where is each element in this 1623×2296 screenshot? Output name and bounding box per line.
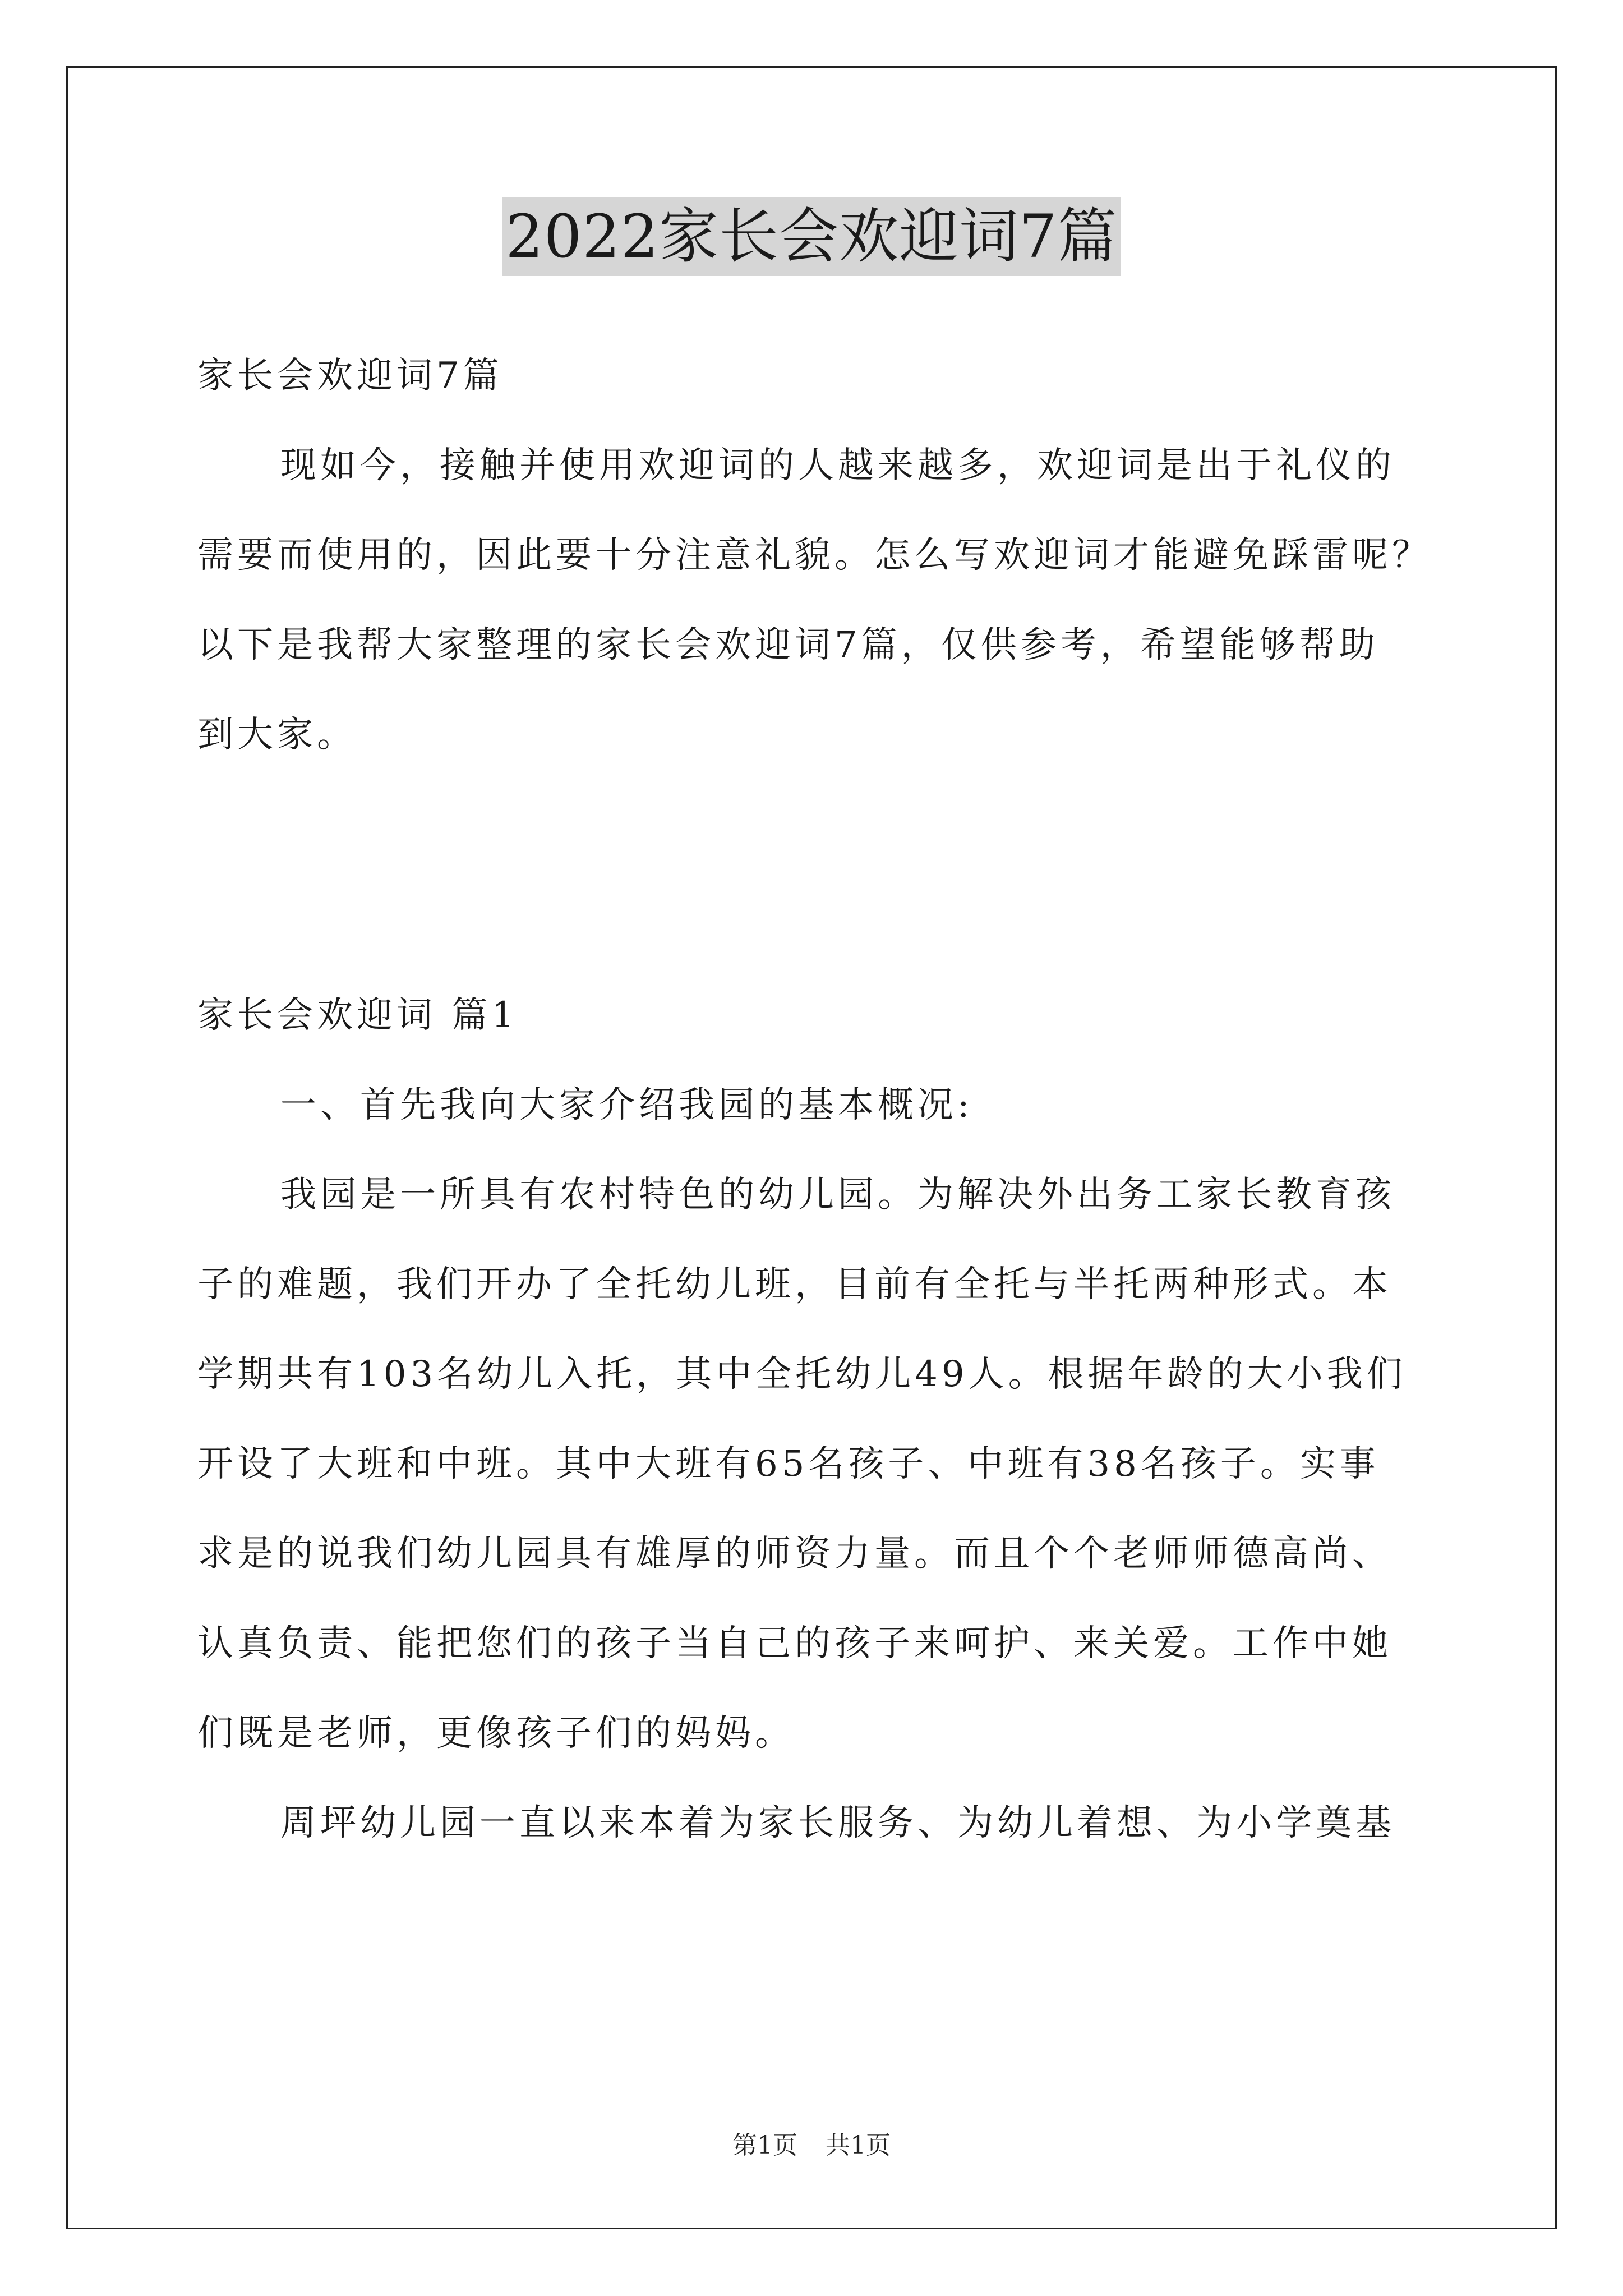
document-title: 2022家长会欢迎词7篇 [502, 197, 1121, 276]
intro-line: 以下是我帮大家整理的家长会欢迎词7篇，仅供参考，希望能够帮助 [197, 624, 1379, 666]
paragraph-line: 周坪幼儿园一直以来本着为家长服务、为幼儿着想、为小学奠基 [280, 1802, 1395, 1844]
paragraph-line: 认真负责、能把您们的孩子当自己的孩子来呵护、来关爱。工作中她 [197, 1623, 1392, 1664]
page-footer [0, 2129, 1623, 2162]
paragraph-line: 求是的说我们幼儿园具有雄厚的师资力量。而且个个老师师德高尚、 [197, 1533, 1392, 1575]
paragraph-line: 学期共有103名幼儿入托，其中全托幼儿49人。根据年龄的大小我们 [197, 1354, 1407, 1395]
paragraph-line: 们既是老师，更像孩子们的妈妈。 [197, 1713, 795, 1754]
page-number-current: 第1页 [732, 2131, 797, 2160]
intro-line: 到大家。 [197, 714, 357, 756]
paragraph-line: 开设了大班和中班。其中大班有65名孩子、中班有38名孩子。实事 [197, 1443, 1380, 1485]
intro-line: 需要而使用的，因此要十分注意礼貌。怎么写欢迎词才能避免踩雷呢？ [197, 535, 1432, 576]
title-block [0, 197, 1623, 276]
section-heading: 家长会欢迎词 篇1 [197, 995, 519, 1036]
paragraph-line: 我园是一所具有农村特色的幼儿园。为解决外出务工家长教育孩 [280, 1174, 1395, 1216]
intro-line: 现如今，接触并使用欢迎词的人越来越多，欢迎词是出于礼仪的 [280, 445, 1395, 486]
item-one-text: 一、首先我向大家介绍我园的基本概况: [280, 1084, 974, 1126]
page-number-total: 共1页 [826, 2131, 891, 2160]
document-subtitle: 家长会欢迎词7篇 [197, 355, 503, 397]
paragraph-line: 子的难题，我们开办了全托幼儿班，目前有全托与半托两种形式。本 [197, 1264, 1392, 1305]
